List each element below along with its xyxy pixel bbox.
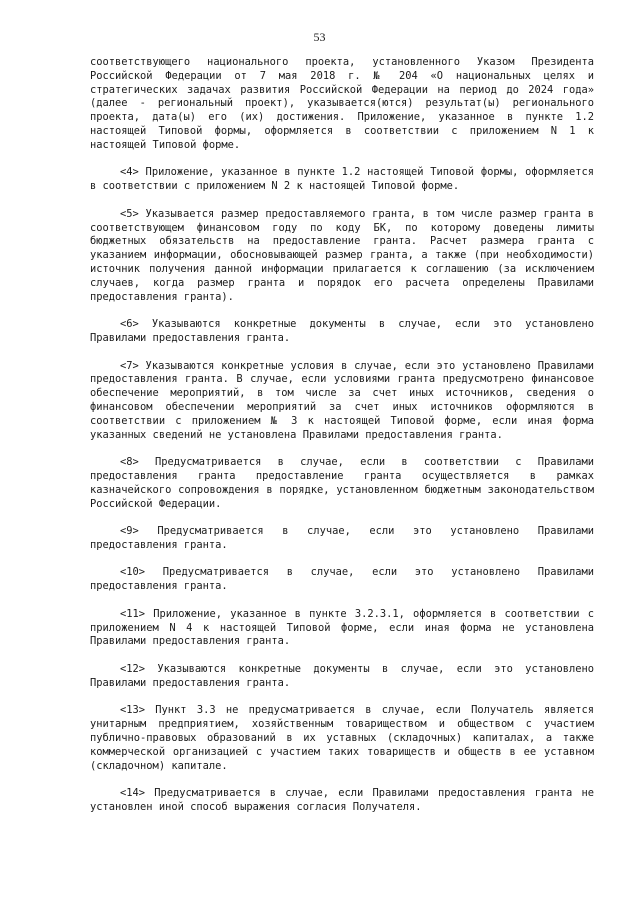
footnote-11: <11> Приложение, указанное в пункте 3.2.3.1, оформляется в соответствии с приложением N 4 к настоящей Типовой форме, если иная форма не установлена Правилами предоставления гранта.: [90, 607, 594, 648]
footnote-13: <13> Пункт 3.3 не предусматривается в случае, если Получатель является унитарным предприятием, хозяйственным товариществом и обществом с участием публично-правовых образований в их уставных (складочных) капиталах, а также коммерческой организацией с участием таких товариществ и обществ в ее уставном (складочном) капитале.: [90, 704, 594, 772]
footnote-5: <5> Указывается размер предоставляемого гранта, в том числе размер гранта в соответствующем финансовом году по коду БК, по которому доведены лимиты бюджетных обязательств на предоставление гранта. Расчет размера гранта с указанием информации, обосновывающей размер гранта, а также (при необходимости) источник получения данной информации прилагается к соглашению (за исключением случаев, когда размер гранта и порядок его расчета определены Правилами предоставления гранта).: [90, 207, 594, 303]
page-number: 53: [313, 30, 326, 44]
footnote-14: <14> Предусматривается в случае, если Правилами предоставления гранта не установлен иной способ выражения согласия Получателя.: [90, 787, 594, 814]
footnote-4: <4> Приложение, указанное в пункте 1.2 настоящей Типовой формы, оформляется в соответствии с приложением N 2 к настоящей Типовой форме.: [90, 166, 594, 193]
footnote-10: <10> Предусматривается в случае, если это установлено Правилами предоставления гранта.: [90, 566, 594, 593]
footnotes-body: [90, 56, 594, 815]
footnote-6: <6> Указываются конкретные документы в случае, если это установлено Правилами предоставления гранта.: [90, 318, 594, 344]
footnote-9: <9> Предусматривается в случае, если это установлено Правилами предоставления гранта.: [90, 525, 594, 551]
continuation-paragraph: соответствующего национального проекта, установленного Указом Президента Российской Федерации от 7 мая 2018 г. № 204 «О национальных целях и стратегических задачах развития Российской Федерации на период до 2024 года» (далее - региональный проект), указывается(ются) результат(ы) регионального проекта, дата(ы) его (их) достижения. Приложение, указанное в пункте 1.2 настоящей Типовой формы, оформляется в соответствии с приложением N 1 к настоящей Типовой форме.: [90, 56, 594, 151]
footnote-12: <12> Указываются конкретные документы в случае, если это установлено Правилами предоставления гранта.: [90, 663, 594, 689]
footnote-8: <8> Предусматривается в случае, если в соответствии с Правилами предоставления гранта предоставление гранта осуществляется в рамках казначейского сопровождения в порядке, установленном бюджетным законодательством Российской Федерации.: [90, 456, 594, 510]
footnote-7: <7> Указываются конкретные условия в случае, если это установлено Правилами предоставления гранта. В случае, если условиями гранта предусмотрено финансовое обеспечение мероприятий, в том числе за счет иных источников, сведения о финансовом обеспечении мероприятий за счет иных источников оформляются в соответствии с приложением № 3 к настоящей Типовой форме, если иная форма указанных сведений не установлена Правилами предоставления гранта.: [90, 359, 594, 441]
